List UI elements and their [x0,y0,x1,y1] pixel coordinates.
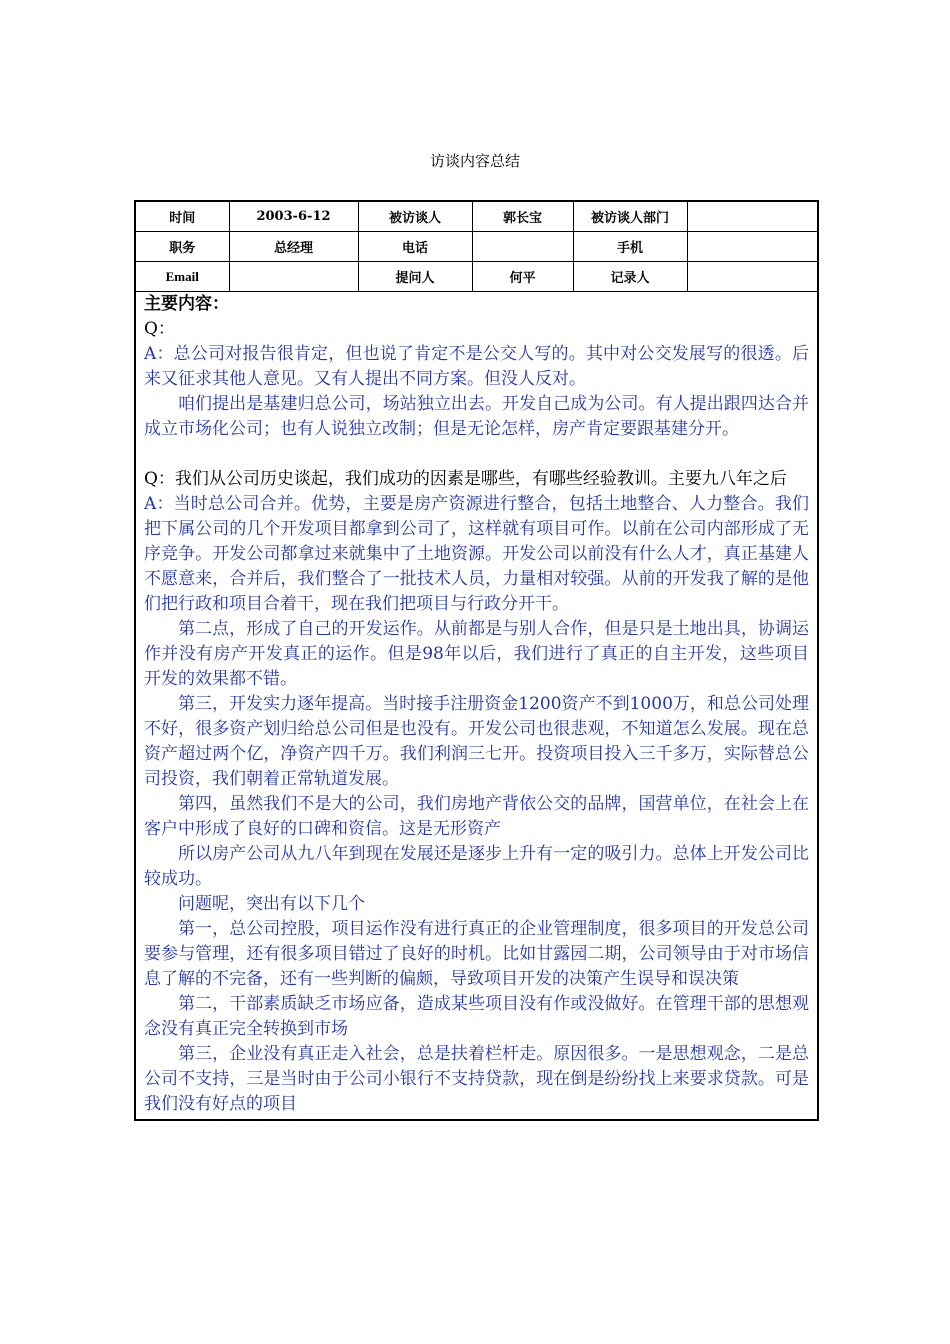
interview-info-table [134,200,819,1121]
question-paragraph: Q： [144,319,175,339]
main-content-label: 主要内容： [144,294,229,314]
page-title: 访谈内容总结 [429,152,520,170]
mobile-value [687,232,818,262]
answer-paragraph: 所以房产公司从九八年到现在发展还是逐步上升有一定的吸引力。总体上开发公司比较成功。 [144,844,809,889]
recorder-label: 记录人 [573,262,687,292]
answer-paragraph: 咱们提出是基建归总公司，场站独立出去。开发自己成为公司。有人提出跟四达合并成立市场化公司；也有人说独立改制；但是无论怎样，房产肯定要跟基建分开。 [144,394,809,439]
answer-paragraph: 第三，企业没有真正走入社会，总是扶着栏杆走。原因很多。一是思想观念，二是总公司不支持，三是当时由于公司小银行不支持贷款，现在倒是纷纷找上来要求贷款。可是我们没有好点的项目 [144,1044,809,1114]
main-content-cell [135,292,818,1121]
answer-paragraph: 第三，开发实力逐年提高。当时接手注册资金1200资产不到1000万，和总公司处理不好，很多资产划归给总公司但是也没有。开发公司也很悲观，不知道怎么发展。现在总资产超过两个亿，净资产四千万。我们利润三七开。投资项目投入三千多万，实际替总公司投资，我们朝着正常轨道发展。 [144,694,809,789]
table-row [135,262,818,292]
recorder-value [687,262,818,292]
phone-value [472,232,573,262]
main-content-row [135,292,818,1121]
paragraph-gap [144,442,809,467]
email-value [229,262,358,292]
interviewee-label: 被访谈人 [358,201,472,232]
interviewee-value: 郭长宝 [472,201,573,232]
time-value: 2003-6-12 [229,201,358,232]
table-row [135,201,818,232]
mobile-label: 手机 [573,232,687,262]
answer-paragraph: 第四，虽然我们不是大的公司，我们房地产背依公交的品牌，国营单位，在社会上在客户中形成了良好的口碑和资信。这是无形资产 [144,794,809,839]
position-label: 职务 [135,232,229,262]
table-row [135,232,818,262]
questioner-label: 提问人 [358,262,472,292]
position-value: 总经理 [229,232,358,262]
interviewee-dept-label: 被访谈人部门 [573,201,687,232]
email-label: Email [135,262,229,292]
main-content [144,292,809,1117]
answer-paragraph: A：总公司对报告很肯定，但也说了肯定不是公交人写的。其中对公交发展写的很透。后来又征求其他人意见。又有人提出不同方案。但没人反对。 [144,344,809,389]
answer-paragraph: 第一，总公司控股，项目运作没有进行真正的企业管理制度，很多项目的开发总公司要参与管理，还有很多项目错过了良好的时机。比如甘露园二期，公司领导由于对市场信息了解的不完备，还有一些判断的偏颇，导致项目开发的决策产生误导和误决策 [144,919,809,989]
answer-paragraph: 第二点，形成了自己的开发运作。从前都是与别人合作，但是只是土地出具，协调运作并没有房产开发真正的运作。但是98年以后，我们进行了真正的自主开发，这些项目开发的效果都不错。 [144,619,809,689]
answer-paragraph: A：当时总公司合并。优势，主要是房产资源进行整合，包括土地整合、人力整合。我们把下属公司的几个开发项目都拿到公司了，这样就有项目可作。以前在公司内部形成了无序竞争。开发公司都拿过来就集中了土地资源。开发公司以前没有什么人才，真正基建人不愿意来，合并后，我们整合了一批技术人员，力量相对较强。从前的开发我了解的是他们把行政和项目合着干，现在我们把项目与行政分开干。 [144,494,809,614]
questioner-value: 何平 [472,262,573,292]
answer-paragraph: 第二，干部素质缺乏市场应备，造成某些项目没有作或没做好。在管理干部的思想观念没有真正完全转换到市场 [144,994,809,1039]
phone-label: 电话 [358,232,472,262]
time-label: 时间 [135,201,229,232]
interviewee-dept-value [687,201,818,232]
answer-paragraph: 问题呢，突出有以下几个 [178,894,365,914]
question-paragraph: Q：我们从公司历史谈起，我们成功的因素是哪些，有哪些经验教训。主要九八年之后 [144,469,787,489]
